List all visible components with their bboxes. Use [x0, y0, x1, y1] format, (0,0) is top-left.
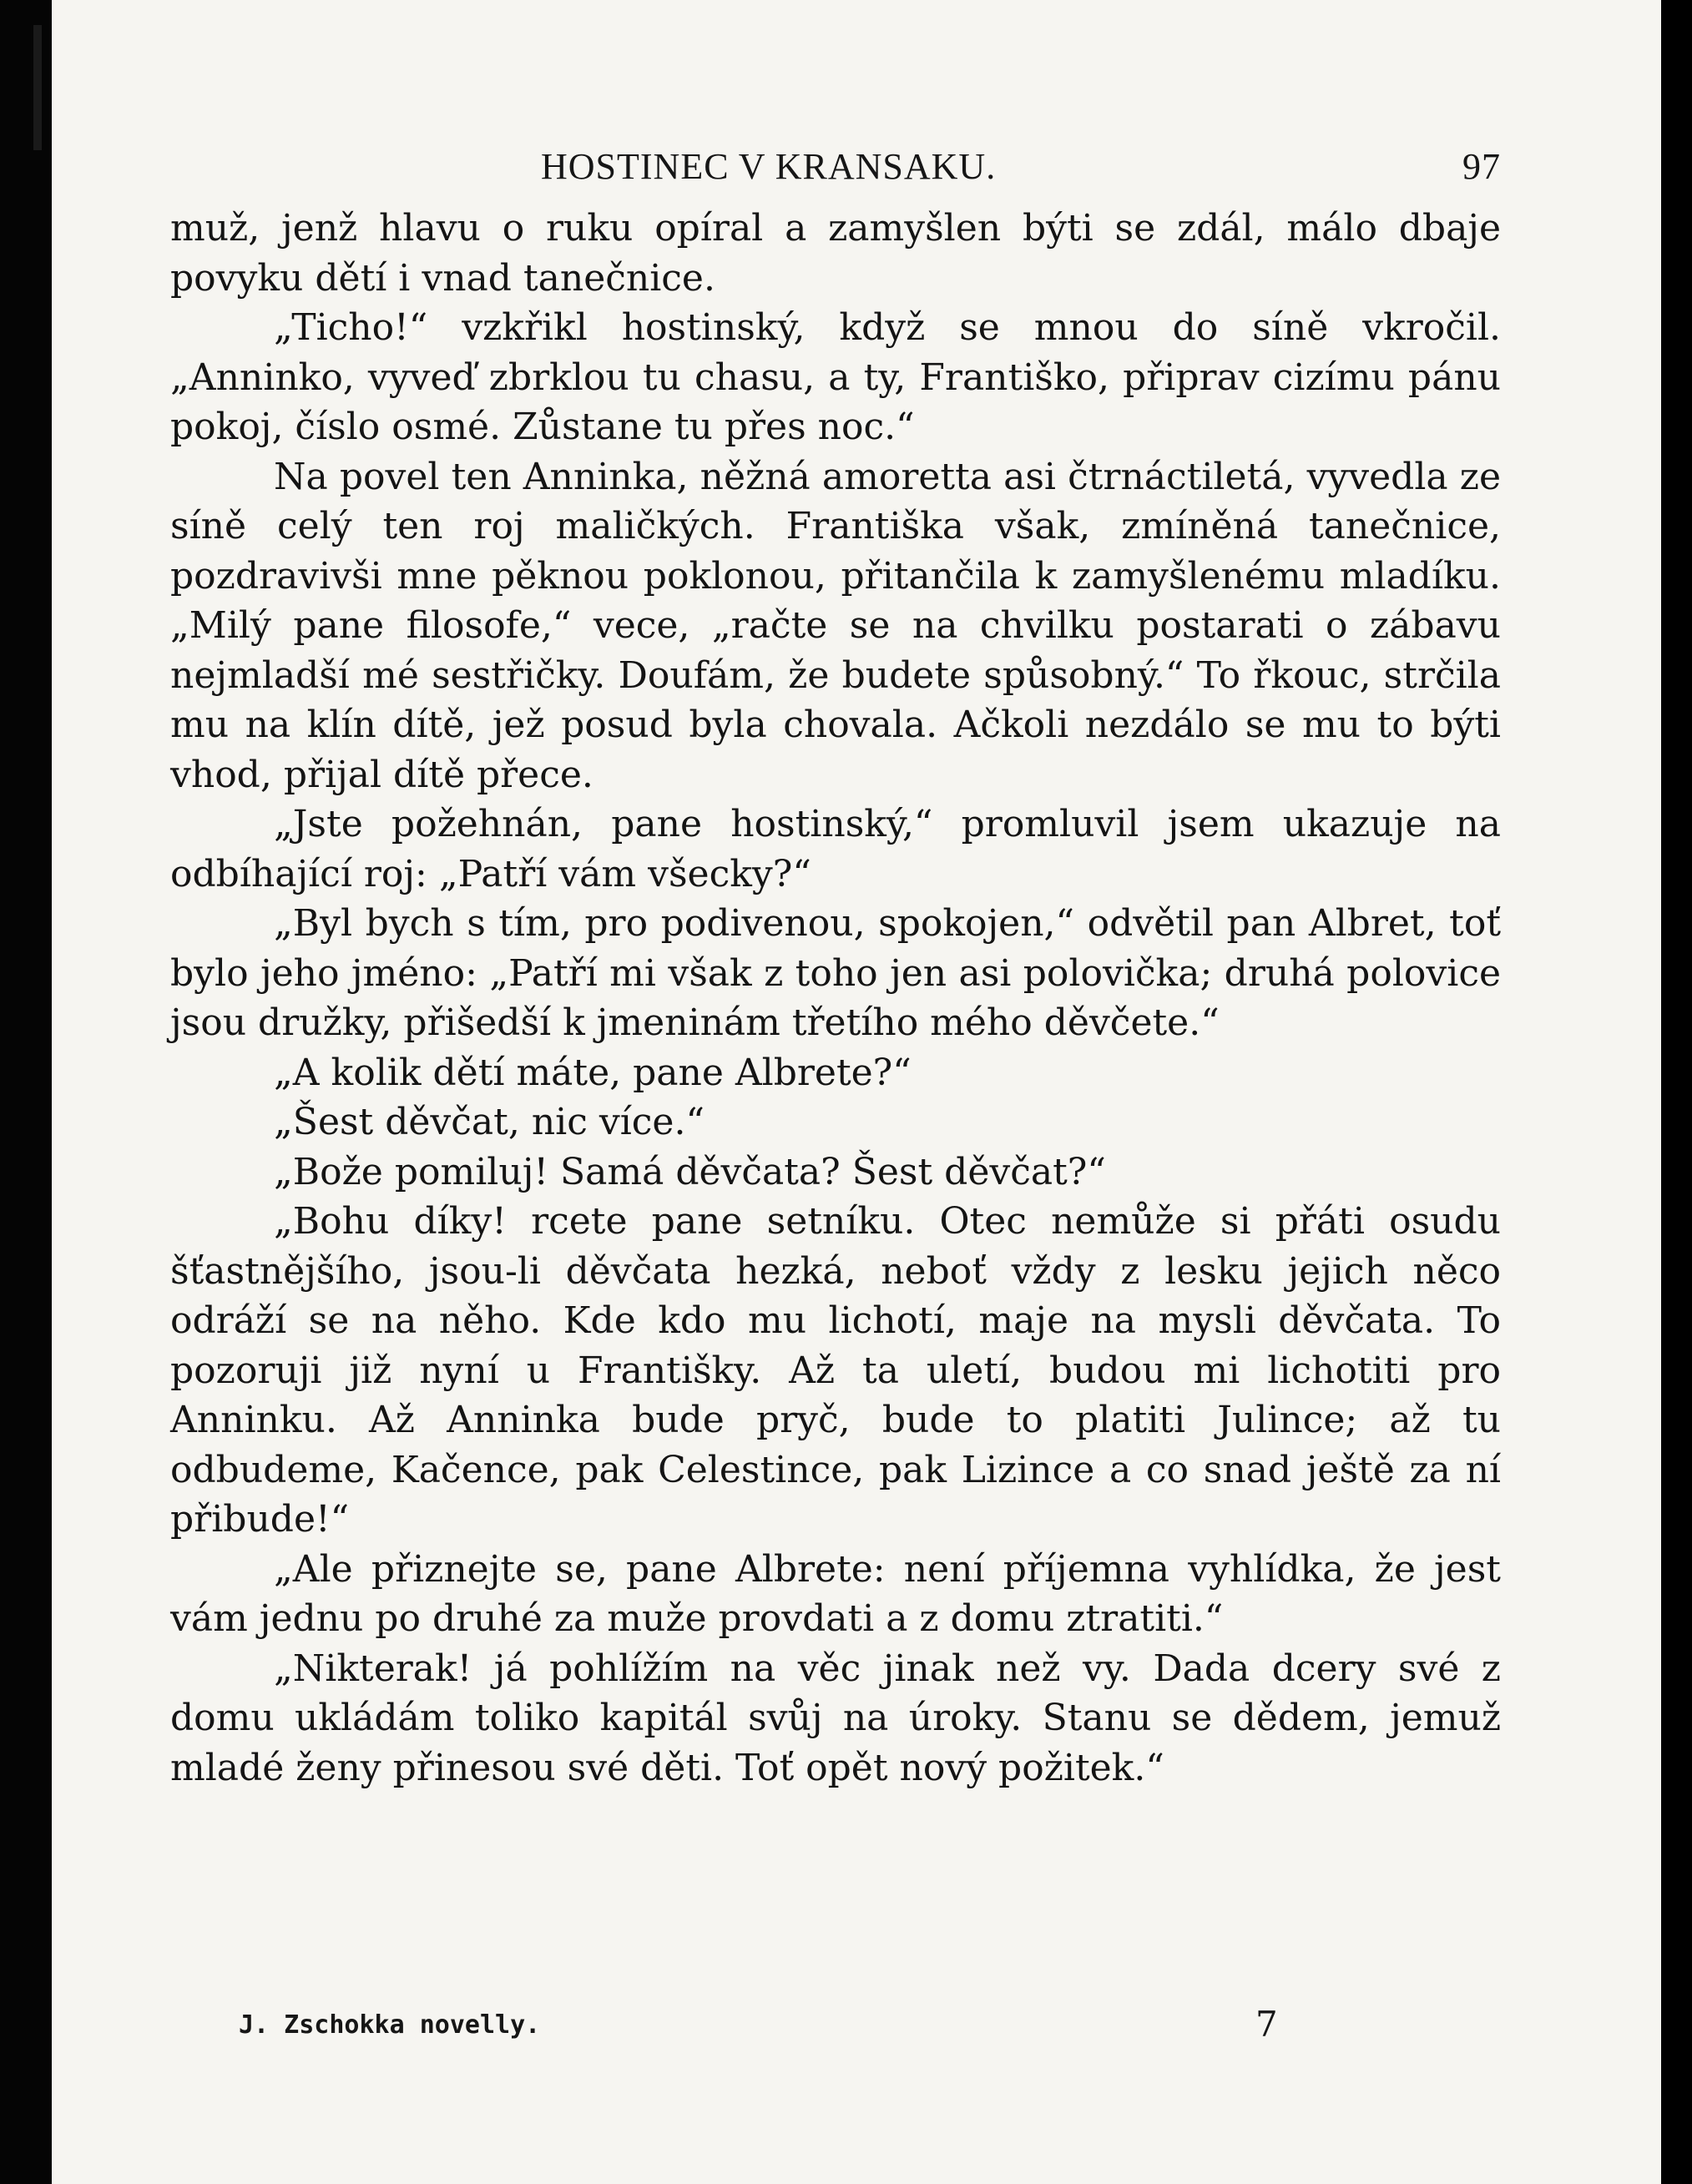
running-head-title: HOSTINEC V KRANSAKU. [541, 146, 997, 187]
page-footer [170, 2004, 1501, 2060]
running-head [170, 135, 1501, 194]
paragraph: „A kolik dětí máte, pane Albrete?“ [274, 1051, 912, 1094]
paragraph: „Šest děvčat, nic více.“ [274, 1101, 705, 1143]
paragraph: „Nikterak! já pohlížím na věc jinak než vy. Dada dcery své z domu ukládám toliko kapitál svůj na úroky. Stanu se dědem, jemuž mladé ženy přinesou své děti. Toť opět nový požitek.“ [170, 1647, 1501, 1789]
body-text [170, 204, 1501, 1793]
paragraph: „Bohu díky! rcete pane setníku. Otec nemůže si přáti osudu šťastnějšího, jsou-li děvčata hezká, neboť vždy z lesku jejich něco odráží se na něho. Kde kdo mu lichotí, maje na mysli děvčata. To pozoruji již nyní u Františky. Až ta uletí, budou mi lichotiti pro Anninku. Až Anninka bude pryč, bude to platiti Julince; až tu odbudeme, Kačence, pak Celestince, pak Lizince a co snad ještě za ní přibude!“ [170, 1200, 1501, 1541]
paragraph: Na povel ten Anninka, něžná amoretta asi čtrnáctiletá, vyvedla ze síně celý ten roj maličkých. Františka však, zmíněná tanečnice, pozdravivši mne pěknou poklonou, přitančila k zamyšlenému mladíku. „Milý pane filosofe,“ vece, „račte se na chvilku postarati o zábavu nejmladší mé sestřičky. Doufám, že budete spůsobný.“ To řkouc, strčila mu na klín dítě, jež posud byla chovala. Ačkoli nezdálo se mu to býti vhod, přijal dítě přece. [170, 455, 1501, 796]
scan-dark-edge [0, 0, 52, 2184]
paragraph: „Jste požehnán, pane hostinský,“ promluvil jsem ukazuje na odbíhající roj: „Patří vám všecky?“ [170, 803, 1501, 895]
paragraph: „Ale přiznejte se, pane Albrete: není příjemna vyhlídka, že jest vám jednu po druhé za muže provdati a z domu ztratiti.“ [170, 1547, 1501, 1640]
scan-binding-mark [33, 25, 42, 150]
paragraph: „Ticho!“ vzkřikl hostinský, když se mnou do síně vkročil. „Anninko, vyveď zbrklou tu chasu, a ty, Františko, připrav cizímu pánu pokoj, číslo osmé. Zůstane tu přes noc.“ [170, 306, 1501, 448]
sheet-number: 7 [1255, 2004, 1278, 2045]
signature-mark: J. Zschokka novelly. [239, 2010, 541, 2040]
page-content [170, 135, 1501, 2045]
paragraph: muž, jenž hlavu o ruku opíral a zamyšlen býti se zdál, málo dbaje povyku dětí i vnad tanečnice. [170, 207, 1501, 300]
paragraph: „Bože pomiluj! Samá děvčata? Šest děvčat?“ [274, 1150, 1106, 1193]
paragraph: „Byl bych s tím, pro podivenou, spokojen,“ odvětil pan Albret, toť bylo jeho jméno: „Patří mi však z toho jen asi polovička; druhá polovice jsou družky, přišedší k jmeninám třetího mého děvčete.“ [170, 902, 1501, 1044]
book-page [52, 0, 1661, 2184]
page-number: 97 [1462, 146, 1501, 187]
